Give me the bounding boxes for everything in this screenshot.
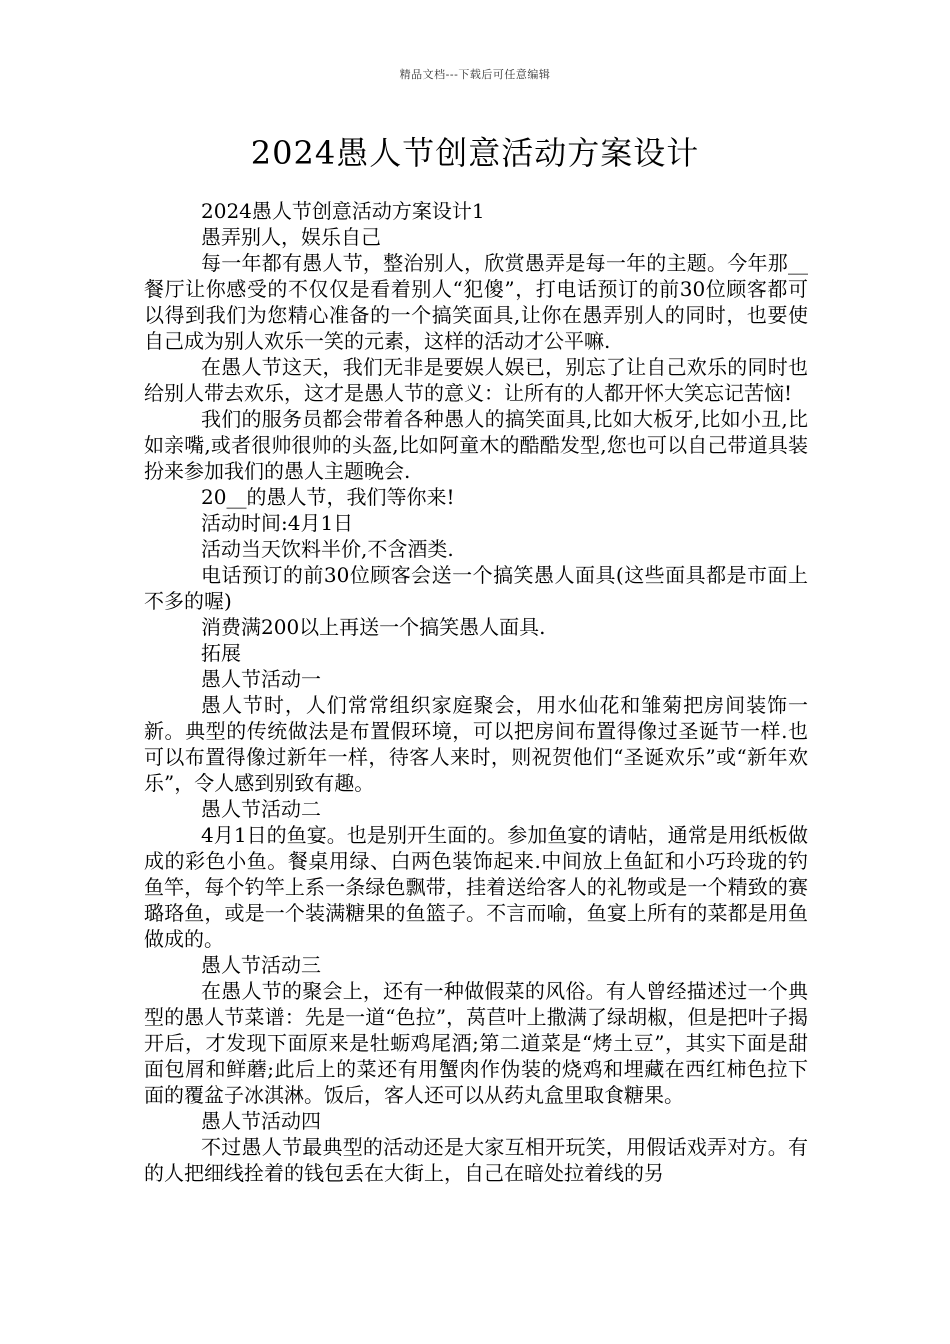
paragraph: 电话预订的前30位顾客会送一个搞笑愚人面具(这些面具都是市面上不多的喔) (144, 563, 808, 613)
document-title: 2024愚人节创意活动方案设计 (250, 134, 700, 172)
section-heading: 愚人节活动一 (201, 667, 321, 691)
page-header: 精品文档---下载后可任意编辑 (399, 68, 551, 81)
paragraph: 消费满200以上再送一个搞笑愚人面具. (201, 615, 546, 639)
paragraph: 愚人节时，人们常常组织家庭聚会，用水仙花和雏菊把房间装饰一新。典型的传统做法是布置假环境，可以把房间布置得像过圣诞节一样.也可以布置得像过新年一样，待客人来时，则祝贺他们“圣诞欢乐”或“新年欢乐”，令人感到别致有趣。 (144, 693, 808, 795)
paragraph: 活动当天饮料半价,不含酒类. (201, 537, 454, 561)
paragraph: 每一年都有愚人节，整治别人，欣赏愚弄是每一年的主题。今年那__餐厅让你感受的不仅仅是看着别人“犯傻”，打电话预订的前30位顾客都可以得到我们为您精心准备的一个搞笑面具,让你在愚弄别人的同时，也要使自己成为别人欢乐一笑的元素，这样的活动才公平嘛. (144, 251, 808, 353)
section-heading: 拓展 (201, 641, 241, 665)
section-heading: 愚人节活动二 (201, 797, 321, 821)
paragraph: 不过愚人节最典型的活动还是大家互相开玩笑，用假话戏弄对方。有的人把细线拴着的钱包丢在大街上，自己在暗处拉着线的另 (144, 1135, 808, 1185)
section-heading: 愚人节活动三 (201, 953, 321, 977)
slogan: 愚弄别人，娱乐自己 (201, 225, 381, 249)
section-heading: 愚人节活动四 (201, 1109, 321, 1133)
paragraph: 在愚人节的聚会上，还有一种做假菜的风俗。有人曾经描述过一个典型的愚人节菜谱：先是一道“色拉”，莴苣叶上撒满了绿胡椒，但是把叶子揭开后，才发现下面原来是牡蛎鸡尾酒;第二道菜是“烤土豆”，其实下面是甜面包屑和鲜蘑;此后上的菜还有用蟹肉作伪装的烧鸡和埋藏在西红柿色拉下面的覆盆子冰淇淋。饭后，客人还可以从药丸盒里取食糖果。 (144, 979, 808, 1107)
document-body (144, 198, 808, 1186)
paragraph: 在愚人节这天，我们无非是要娱人娱已，别忘了让自己欢乐的同时也给别人带去欢乐，这才是愚人节的意义：让所有的人都开怀大笑忘记苦恼! (144, 355, 808, 405)
paragraph: 我们的服务员都会带着各种愚人的搞笑面具,比如大板牙,比如小丑,比如亲嘴,或者很帅很帅的头盔,比如阿童木的酷酷发型,您也可以自己带道具装扮来参加我们的愚人主题晚会. (144, 407, 808, 483)
event-time: 活动时间:4月1日 (201, 511, 354, 535)
paragraph: 20__的愚人节，我们等你来! (201, 485, 455, 509)
paragraph: 4月1日的鱼宴。也是别开生面的。参加鱼宴的请帖，通常是用纸板做成的彩色小鱼。餐桌用绿、白两色装饰起来.中间放上鱼缸和小巧玲珑的钓鱼竿，每个钓竿上系一条绿色飘带，挂着送给客人的礼物或是一个精致的赛璐珞鱼，或是一个装满糖果的鱼篮子。不言而喻，鱼宴上所有的菜都是用鱼做成的。 (144, 823, 808, 951)
subtitle: 2024愚人节创意活动方案设计1 (201, 199, 485, 223)
